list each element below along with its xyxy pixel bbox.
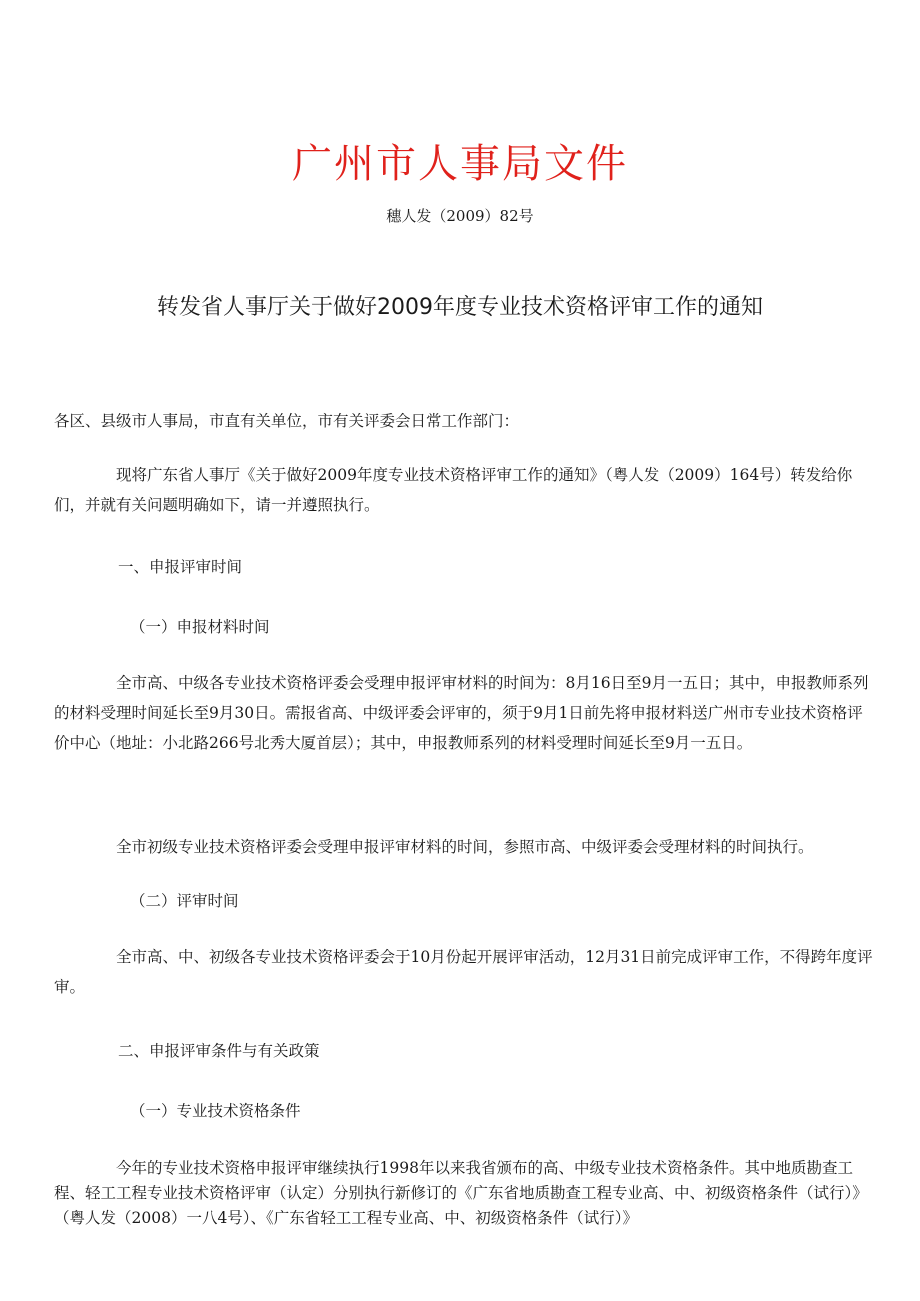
intro-paragraph: 现将广东省人事厅《关于做好2009年度专业技术资格评审工作的通知》（粤人发（2009）164号）转发给你们，并就有关问题明确如下，请一并遵照执行。 [54, 466, 853, 514]
section-2-sub-1-paragraph-1: 今年的专业技术资格申报评审继续执行1998年以来我省颁布的高、中级专业技术资格条件。其中地质勘查工程、轻工工程专业技术资格评审（认定）分别执行新修订的《广东省地质勘查工程专业高、中、初级资格条件（试行）》（粤人发（2008）一八4号）、《广东省轻工工程专业高、中、初级资格条件（试行）》 [54, 1159, 868, 1227]
salutation: 各区、县级市人事局，市直有关单位，市有关评委会日常工作部门： [54, 412, 520, 430]
section-1-sub-2-heading: （二）评审时间 [130, 892, 239, 910]
section-2-heading: 二、申报评审条件与有关政策 [118, 1042, 320, 1060]
org-header-title: 广州市人事局文件 [292, 141, 628, 187]
section-1-sub-1-paragraph-2: 全市初级专业技术资格评委会受理申报评审材料的时间，参照市高、中级评委会受理材料的时间执行。 [116, 838, 814, 856]
document-number: 穗人发（2009）82号 [386, 207, 534, 225]
section-1-sub-1-heading: （一）申报材料时间 [130, 618, 270, 636]
section-1-sub-1-paragraph-1: 全市高、中级各专业技术资格评委会受理申报评审材料的时间为：8月16日至9月一五日；其中，申报教师系列的材料受理时间延长至9月30日。需报省高、中级评委会评审的，须于9月1日前先将申报材料送广州市专业技术资格评价中心（地址：小北路266号北秀大厦首层）；其中，申报教师系列的材料受理时间延长至9月一五日。 [54, 674, 869, 752]
document-title: 转发省人事厅关于做好2009年度专业技术资格评审工作的通知 [157, 295, 763, 320]
section-2-sub-1-heading: （一）专业技术资格条件 [130, 1102, 301, 1120]
section-1-heading: 一、申报评审时间 [118, 558, 243, 576]
section-1-sub-2-paragraph-1: 全市高、中、初级各专业技术资格评委会于10月份起开展评审活动，12月31日前完成评审工作，不得跨年度评审。 [54, 948, 873, 996]
